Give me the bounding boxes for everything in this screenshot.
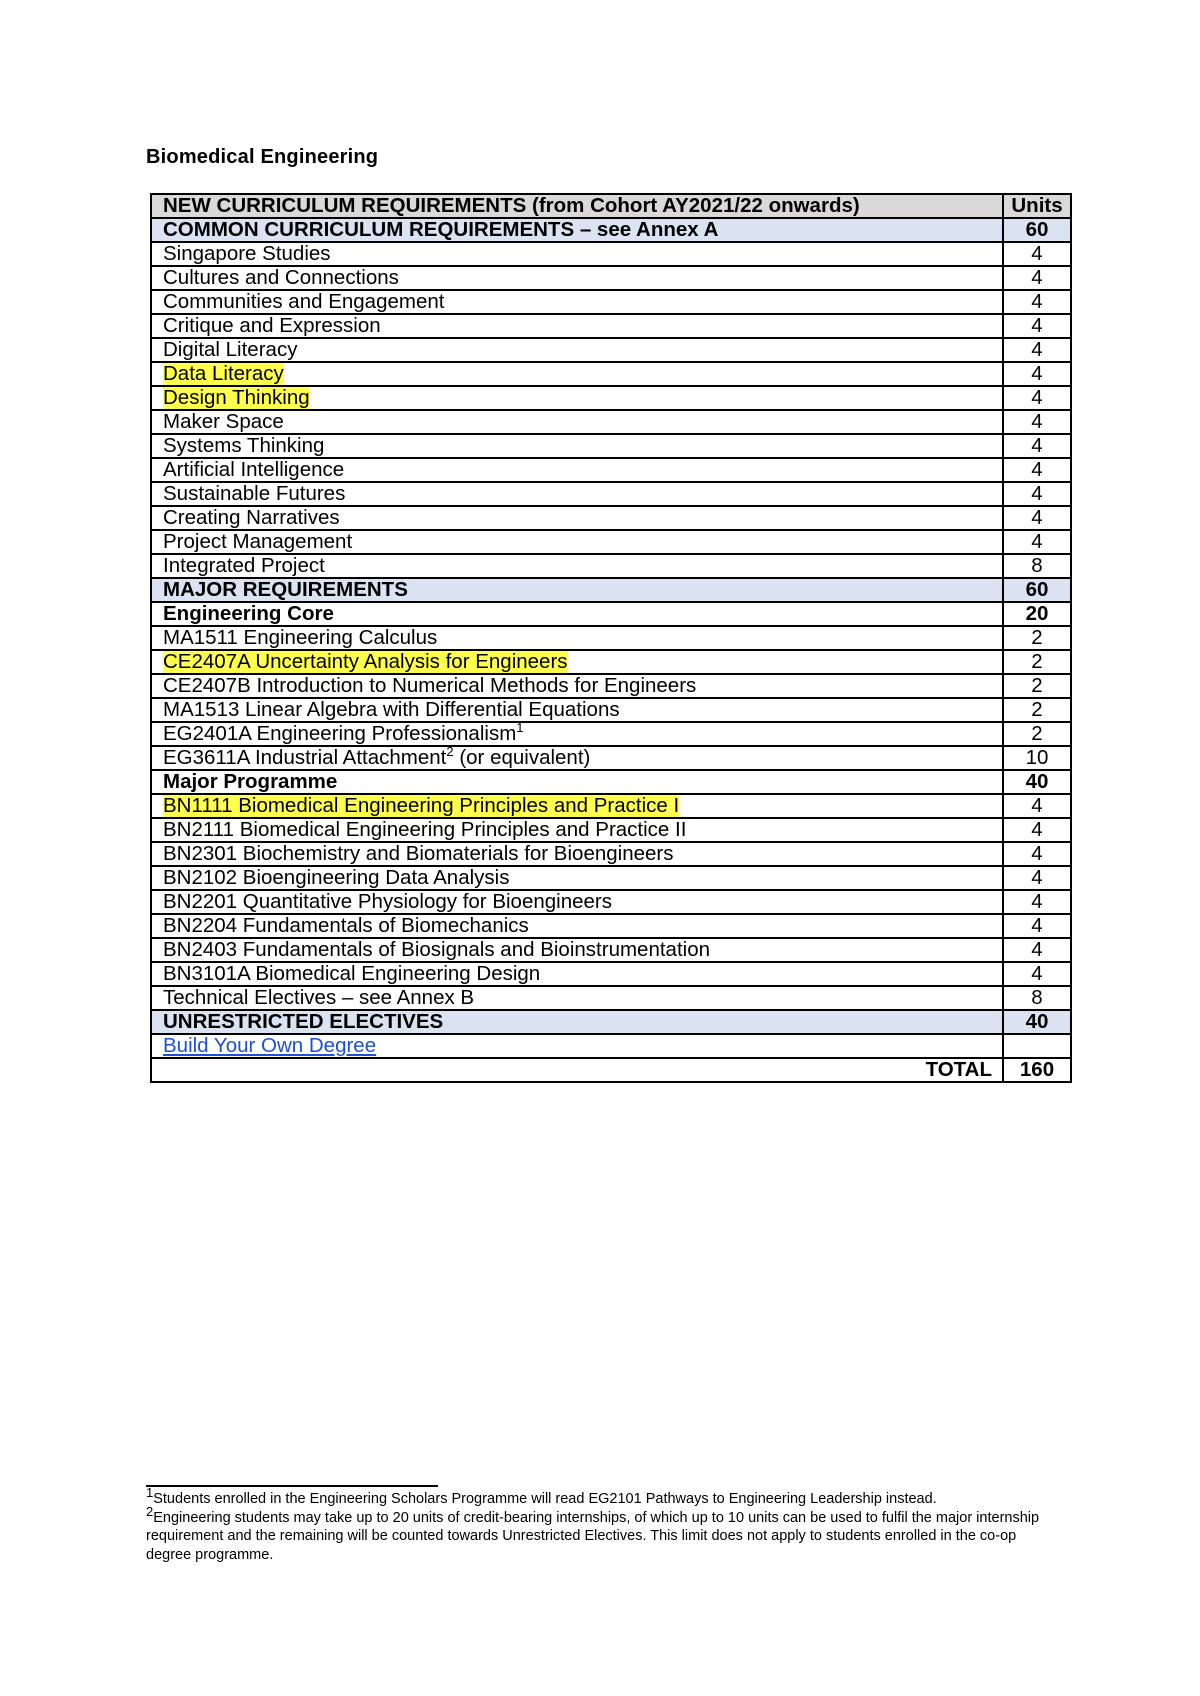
requirement-text <box>163 746 590 769</box>
requirement-name: Major Programme <box>163 770 338 793</box>
units-value: 4 <box>1003 794 1071 818</box>
footnote-number: 2 <box>146 1503 154 1519</box>
requirement-text <box>163 218 718 241</box>
table-row <box>151 506 1071 530</box>
units-value: 2 <box>1003 698 1071 722</box>
units-value: 2 <box>1003 626 1071 650</box>
units-value: 4 <box>1003 914 1071 938</box>
header-label: NEW CURRICULUM REQUIREMENTS (from Cohort AY2021/22 onwards) <box>151 194 1003 218</box>
requirement-text <box>163 890 612 913</box>
requirement-name: BN2301 Biochemistry and Biomaterials for Bioengineers <box>163 842 674 865</box>
header-units: Units <box>1003 194 1071 218</box>
requirement-text <box>163 770 337 793</box>
requirement-text <box>163 962 540 985</box>
units-value: 10 <box>1003 746 1071 770</box>
requirement-label <box>151 674 1003 698</box>
table-row <box>151 626 1071 650</box>
units-value: 2 <box>1003 722 1071 746</box>
requirement-text <box>163 242 331 265</box>
requirement-name: BN1111 Biomedical Engineering Principles and Practice I <box>163 794 680 817</box>
table-row <box>151 698 1071 722</box>
requirement-name: MAJOR REQUIREMENTS <box>163 578 408 601</box>
requirement-name: Technical Electives – see Annex B <box>163 986 475 1009</box>
requirement-name: BN2102 Bioengineering Data Analysis <box>163 866 510 889</box>
table-row <box>151 290 1071 314</box>
table-row <box>151 722 1071 746</box>
units-value: 4 <box>1003 818 1071 842</box>
page-title: Biomedical Engineering <box>146 146 379 168</box>
requirement-text <box>163 842 673 865</box>
requirement-label <box>151 602 1003 626</box>
table-row <box>151 434 1071 458</box>
requirement-text <box>163 578 408 601</box>
requirement-label <box>151 554 1003 578</box>
units-value: 4 <box>1003 866 1071 890</box>
table-row <box>151 794 1071 818</box>
units-value: 20 <box>1003 602 1071 626</box>
requirement-text <box>163 866 509 889</box>
units-value: 4 <box>1003 338 1071 362</box>
requirement-text <box>163 914 529 937</box>
requirement-name: Sustainable Futures <box>163 482 346 505</box>
requirement-label <box>151 746 1003 770</box>
table-row <box>151 746 1071 770</box>
requirement-label <box>151 626 1003 650</box>
units-value: 60 <box>1003 218 1071 242</box>
units-value: 40 <box>1003 1010 1071 1034</box>
requirement-name: EG3611A Industrial Attachment <box>163 746 447 769</box>
footnotes <box>146 1485 1046 1564</box>
requirement-name: BN2204 Fundamentals of Biomechanics <box>163 914 529 937</box>
requirement-text <box>163 554 325 577</box>
requirement-label <box>151 1010 1003 1034</box>
units-value: 4 <box>1003 530 1071 554</box>
requirement-text <box>163 722 524 745</box>
table-row <box>151 890 1071 914</box>
total-label: TOTAL <box>151 1058 1003 1082</box>
requirement-name: CE2407B Introduction to Numerical Methods for Engineers <box>163 674 697 697</box>
requirement-text <box>163 986 474 1009</box>
section-row <box>151 578 1071 602</box>
table-row <box>151 362 1071 386</box>
highlighted-requirement <box>163 362 284 385</box>
requirement-name: Communities and Engagement <box>163 290 445 313</box>
requirement-name: Creating Narratives <box>163 506 340 529</box>
highlighted-requirement <box>163 650 568 673</box>
table-row <box>151 962 1071 986</box>
requirement-name: Data Literacy <box>163 362 284 385</box>
requirement-label <box>151 722 1003 746</box>
requirement-name: Digital Literacy <box>163 338 298 361</box>
units-value: 4 <box>1003 242 1071 266</box>
requirement-name: Artificial Intelligence <box>163 458 345 481</box>
units-value: 4 <box>1003 506 1071 530</box>
requirement-name: Integrated Project <box>163 554 325 577</box>
requirement-name: EG2401A Engineering Professionalism <box>163 722 517 745</box>
highlighted-requirement <box>163 386 310 409</box>
requirement-text <box>163 338 297 361</box>
table-row <box>151 1034 1071 1058</box>
table-row <box>151 842 1071 866</box>
table-row <box>151 266 1071 290</box>
requirement-name: COMMON CURRICULUM REQUIREMENTS – see Annex A <box>163 218 719 241</box>
table-row <box>151 242 1071 266</box>
requirement-label <box>151 482 1003 506</box>
requirement-label <box>151 242 1003 266</box>
units-value: 4 <box>1003 314 1071 338</box>
requirement-text <box>163 458 344 481</box>
requirement-text <box>163 506 340 529</box>
requirement-name: BN2111 Biomedical Engineering Principles and Practice II <box>163 818 687 841</box>
units-value: 4 <box>1003 842 1071 866</box>
requirement-name: CE2407A Uncertainty Analysis for Engineers <box>163 650 568 673</box>
total-units: 160 <box>1003 1058 1071 1082</box>
table-row <box>151 938 1071 962</box>
units-value: 40 <box>1003 770 1071 794</box>
requirement-name: MA1513 Linear Algebra with Differential Equations <box>163 698 620 721</box>
requirement-label <box>151 386 1003 410</box>
footnote-marker: 2 <box>446 746 454 760</box>
table-row <box>151 554 1071 578</box>
units-value: 2 <box>1003 674 1071 698</box>
footnote <box>146 1485 1046 1509</box>
requirement-label <box>151 770 1003 794</box>
footnote <box>146 1503 1046 1565</box>
requirement-name: Engineering Core <box>163 602 334 625</box>
table-row <box>151 458 1071 482</box>
requirement-label <box>151 866 1003 890</box>
footnote-text: Engineering students may take up to 20 units of credit-bearing internships, of which up to 10 units can be used to fulfil the major internship requirement and the remaining will be counted towards Unrestricted Electives. This limit does not apply to students enrolled in the co-op degree programme. <box>146 1509 1040 1563</box>
requirement-label <box>151 794 1003 818</box>
table-row <box>151 818 1071 842</box>
table-row <box>151 338 1071 362</box>
units-value: 4 <box>1003 434 1071 458</box>
units-value: 4 <box>1003 890 1071 914</box>
subsection-row <box>151 602 1071 626</box>
requirement-label <box>151 890 1003 914</box>
requirement-label <box>151 842 1003 866</box>
requirement-label <box>151 1034 1003 1058</box>
table-row <box>151 914 1071 938</box>
footnote-divider <box>146 1485 438 1487</box>
requirement-name: BN3101A Biomedical Engineering Design <box>163 962 541 985</box>
units-value: 8 <box>1003 554 1071 578</box>
requirement-label <box>151 650 1003 674</box>
requirement-name: MA1511 Engineering Calculus <box>163 626 438 649</box>
footnote-text: Students enrolled in the Engineering Scholars Programme will read EG2101 Pathways to Engineering Leadership instead. <box>153 1491 937 1507</box>
requirement-label <box>151 458 1003 482</box>
requirement-text <box>163 938 710 961</box>
highlighted-requirement <box>163 794 679 817</box>
units-value: 4 <box>1003 290 1071 314</box>
units-value: 4 <box>1003 266 1071 290</box>
units-value <box>1003 1034 1071 1058</box>
table-row <box>151 530 1071 554</box>
requirement-label <box>151 530 1003 554</box>
requirement-text <box>163 698 620 721</box>
table-row <box>151 410 1071 434</box>
requirement-text <box>163 410 284 433</box>
section-row <box>151 218 1071 242</box>
table-row <box>151 986 1071 1010</box>
table-row <box>151 386 1071 410</box>
requirement-label <box>151 506 1003 530</box>
table-row <box>151 650 1071 674</box>
requirement-name: Critique and Expression <box>163 314 381 337</box>
requirement-text <box>163 626 437 649</box>
requirement-label <box>151 698 1003 722</box>
requirement-name: Systems Thinking <box>163 434 325 457</box>
units-value: 4 <box>1003 458 1071 482</box>
requirement-label <box>151 986 1003 1010</box>
units-value: 60 <box>1003 578 1071 602</box>
requirement-name: Design Thinking <box>163 386 310 409</box>
requirement-label <box>151 218 1003 242</box>
requirement-name: Maker Space <box>163 410 284 433</box>
requirement-label <box>151 362 1003 386</box>
units-value: 4 <box>1003 482 1071 506</box>
subsection-row <box>151 770 1071 794</box>
requirement-text <box>163 266 399 289</box>
requirement-text <box>163 602 334 625</box>
build-your-own-degree-link[interactable]: Build Your Own Degree <box>163 1034 377 1057</box>
units-value: 2 <box>1003 650 1071 674</box>
requirement-label <box>151 938 1003 962</box>
units-value: 4 <box>1003 938 1071 962</box>
requirement-label <box>151 962 1003 986</box>
units-value: 8 <box>1003 986 1071 1010</box>
requirement-text <box>163 314 381 337</box>
units-value: 4 <box>1003 962 1071 986</box>
requirement-name: BN2201 Quantitative Physiology for Bioengineers <box>163 890 612 913</box>
requirement-label <box>151 578 1003 602</box>
requirement-text <box>163 530 352 553</box>
requirement-name: UNRESTRICTED ELECTIVES <box>163 1010 444 1033</box>
table-row <box>151 674 1071 698</box>
requirement-label <box>151 338 1003 362</box>
units-value: 4 <box>1003 386 1071 410</box>
requirement-name: Cultures and Connections <box>163 266 399 289</box>
requirement-label <box>151 314 1003 338</box>
requirement-label <box>151 290 1003 314</box>
requirement-text <box>163 434 324 457</box>
requirement-text <box>163 818 686 841</box>
curriculum-table <box>150 193 1072 1083</box>
table-row <box>151 482 1071 506</box>
units-value: 4 <box>1003 362 1071 386</box>
requirement-text <box>163 674 696 697</box>
section-row <box>151 1010 1071 1034</box>
requirement-name: Singapore Studies <box>163 242 331 265</box>
table-header-row <box>151 194 1071 218</box>
total-row <box>151 1058 1071 1082</box>
footnote-marker: 1 <box>516 722 524 736</box>
table-row <box>151 314 1071 338</box>
requirement-text <box>163 1010 443 1033</box>
units-value: 4 <box>1003 410 1071 434</box>
requirement-text <box>163 290 444 313</box>
requirement-suffix: (or equivalent) <box>453 746 591 769</box>
footnote-number: 1 <box>146 1485 154 1501</box>
requirement-name: Project Management <box>163 530 353 553</box>
requirement-label <box>151 410 1003 434</box>
requirement-label <box>151 818 1003 842</box>
requirement-text <box>163 482 345 505</box>
table-row <box>151 866 1071 890</box>
requirement-label <box>151 914 1003 938</box>
requirement-label <box>151 266 1003 290</box>
requirement-label <box>151 434 1003 458</box>
requirement-name: BN2403 Fundamentals of Biosignals and Bioinstrumentation <box>163 938 710 961</box>
